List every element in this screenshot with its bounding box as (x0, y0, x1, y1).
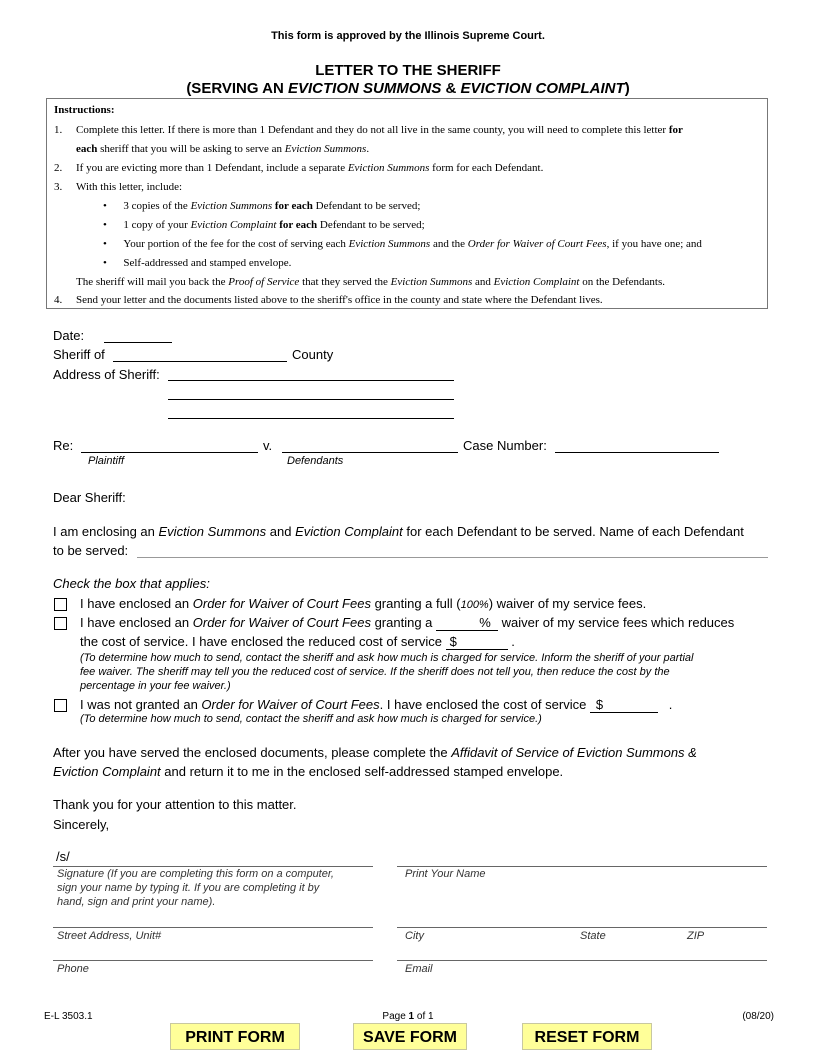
dollar-sign: $ (595, 697, 604, 712)
text: I have enclosed an (80, 615, 193, 630)
text: hand, sign and print your name). (57, 896, 216, 908)
option-no-waiver (80, 697, 672, 713)
case-number-label: Case Number: (463, 438, 547, 453)
item-number: 1. (54, 124, 63, 136)
instruction-1-cont (76, 143, 369, 155)
defendant-names-field[interactable] (137, 557, 768, 558)
defendants-field[interactable] (282, 452, 458, 453)
text: Self-addressed and stamped envelope. (123, 257, 292, 269)
instruction-3: With this letter, include: (76, 181, 183, 193)
option-full-waiver (80, 596, 646, 611)
subtitle-part: EVICTION COMPLAINT (460, 80, 625, 97)
plaintiff-field[interactable] (81, 452, 258, 453)
partial-waiver-note: fee waiver. The sheriff may tell you the reduced cost of service. If the sheriff does not tell you, then reduce the cost by the (80, 666, 670, 678)
re-label: Re: (53, 438, 74, 453)
text: Eviction Summons (390, 276, 473, 288)
page-title: LETTER TO THE SHERIFF (315, 62, 501, 79)
text: Eviction Summons (347, 162, 430, 174)
text: for each (276, 219, 318, 231)
text: Eviction Complaint (493, 276, 580, 288)
enclosing-paragraph (53, 524, 744, 539)
partial-waiver-note: percentage in your fee waiver.) (80, 680, 231, 692)
subtitle-part: ) (624, 80, 630, 97)
phone-label: Phone (57, 963, 89, 975)
text: and (472, 276, 494, 288)
text: Eviction Summons (190, 200, 273, 212)
item-number: 4. (54, 294, 63, 306)
text: sign your name by typing it. If you are completing it by (57, 882, 320, 894)
mail-back-note (76, 276, 665, 288)
sheriff-of-label: Sheriff of (53, 347, 105, 362)
signature-label (57, 867, 334, 909)
plaintiff-label: Plaintiff (88, 455, 125, 467)
text: form for each Defendant. (429, 162, 544, 174)
address-label: Address of Sheriff: (53, 367, 160, 382)
text: Defendant to be served; (317, 219, 425, 231)
text: . (511, 634, 515, 649)
text: that they served the (299, 276, 391, 288)
text: Your portion of the fee for the cost of serving each (123, 238, 349, 250)
partial-waiver-checkbox[interactable] (54, 617, 67, 630)
text: and the (430, 238, 468, 250)
closing-text: Sincerely, (53, 817, 110, 832)
defendant-names-label: to be served: (53, 543, 129, 558)
service-cost-field[interactable] (590, 697, 658, 713)
text: of 1 (414, 1011, 434, 1022)
city-label: City (405, 930, 424, 942)
address-field-3[interactable] (168, 418, 454, 419)
text: Affidavit of Service of Eviction Summons & (451, 745, 697, 760)
text: waiver of my service fees which reduces (498, 615, 735, 630)
instructions-box (46, 98, 768, 309)
bullet-2: • 1 copy of your Eviction Complaint for each Defendant to be served; (103, 219, 425, 231)
text: on the Defendants. (579, 276, 666, 288)
dollar-sign: $ (449, 634, 457, 649)
address-field-2[interactable] (168, 399, 454, 400)
instruction-1 (76, 124, 683, 136)
text: for (668, 124, 683, 136)
reduced-cost-field[interactable] (446, 634, 508, 650)
print-form-button[interactable]: PRINT FORM (170, 1023, 300, 1050)
item-number: 2. (54, 162, 63, 174)
revision-date: (08/20) (742, 1011, 774, 1022)
percent-field[interactable] (436, 615, 498, 631)
text: 3 copies of the (123, 200, 191, 212)
option-partial-waiver-cont (80, 634, 515, 650)
percent-sign: % (479, 615, 491, 630)
text: for each (272, 200, 313, 212)
text: I am enclosing an (53, 524, 159, 539)
text: granting a (370, 615, 437, 630)
page-number (0, 1011, 816, 1022)
city-state-zip-field[interactable] (397, 927, 767, 928)
street-label: Street Address, Unit# (57, 930, 162, 942)
bullet-3: • Your portion of the fee for the cost of serving each Eviction Summons and the Order for Waiver of Court Fees, if you have one; and (103, 238, 702, 250)
date-label: Date: (53, 328, 85, 343)
text: Page (382, 1011, 409, 1022)
instruction-2 (76, 162, 543, 174)
text: Eviction Summons (348, 238, 431, 250)
phone-field[interactable] (53, 960, 373, 961)
county-label: County (292, 347, 334, 362)
text: sheriff that you will be asking to serve an (97, 143, 285, 155)
zip-label: ZIP (687, 930, 705, 942)
text: Eviction Complaint (53, 764, 161, 779)
item-number: 3. (54, 181, 63, 193)
subtitle-part: EVICTION SUMMONS (288, 80, 442, 97)
text: Eviction Summons (284, 143, 367, 155)
text: Defendant to be served; (312, 200, 421, 212)
signature-field[interactable]: /s/ (56, 849, 70, 864)
full-waiver-checkbox[interactable] (54, 598, 67, 611)
defendants-label: Defendants (287, 455, 344, 467)
no-waiver-checkbox[interactable] (54, 699, 67, 712)
salutation: Dear Sheriff: (53, 490, 126, 505)
case-number-field[interactable] (555, 452, 719, 453)
versus-label: v. (263, 438, 273, 453)
text: After you have served the enclosed documents, please complete the (53, 745, 452, 760)
thanks-text: Thank you for your attention to this matter. (53, 797, 297, 812)
text: Order for Waiver of Court Fees (201, 697, 380, 712)
print-name-label: Print Your Name (405, 868, 486, 880)
after-service-paragraph-cont (53, 764, 563, 779)
text: , if you have one; and (606, 238, 702, 250)
text: granting a full ( (370, 596, 461, 611)
text: Signature (If you are completing this form on a computer, (57, 868, 334, 880)
reset-form-button[interactable]: RESET FORM (522, 1023, 652, 1050)
save-form-button[interactable]: SAVE FORM (353, 1023, 467, 1050)
text: I have enclosed an (80, 596, 193, 611)
approval-note: This form is approved by the Illinois Supreme Court. (271, 30, 545, 42)
text: The sheriff will mail you back the (76, 276, 229, 288)
text: Order for Waiver of Court Fees (192, 596, 371, 611)
text: 100% (460, 599, 489, 611)
bullet-4: • Self-addressed and stamped envelope. (103, 257, 292, 269)
text: I was not granted an (80, 697, 202, 712)
street-address-field[interactable] (53, 927, 373, 928)
text: Eviction Summons (158, 524, 267, 539)
text: Eviction Complaint (190, 219, 277, 231)
instruction-4: Send your letter and the documents listed above to the sheriff's office in the county and state where the Defendant lives. (76, 294, 603, 306)
text: . (366, 143, 370, 155)
text: ) waiver of my service fees. (488, 596, 647, 611)
text: 1 (408, 1011, 415, 1022)
text: the cost of service. I have enclosed the reduced cost of service (80, 634, 446, 649)
text: If you are evicting more than 1 Defendant, include a separate (76, 162, 348, 174)
email-field[interactable] (397, 960, 767, 961)
state-label: State (580, 930, 606, 942)
check-box-label: Check the box that applies: (53, 576, 210, 591)
sheriff-county-field[interactable] (113, 361, 287, 362)
text: Complete this letter. If there is more than 1 Defendant and they do not all live in the same county, you will need to complete this letter (76, 124, 669, 136)
subtitle-part: (SERVING AN (186, 80, 288, 97)
text: for each Defendant to be served. Name of each Defendant (402, 524, 744, 539)
text: . I have enclosed the cost of service (379, 697, 590, 712)
text: Eviction Complaint (295, 524, 403, 539)
text: Order for Waiver of Court Fees (467, 238, 607, 250)
text: and return it to me in the enclosed self-addressed stamped envelope. (160, 764, 564, 779)
form-id: E-L 3503.1 (44, 1011, 93, 1022)
text: Proof of Service (228, 276, 300, 288)
subtitle-part: & (441, 80, 461, 97)
text: each (76, 143, 98, 155)
partial-waiver-note: (To determine how much to send, contact the sheriff and ask how much is charged for service. Inform the sheriff of your partial (80, 652, 694, 664)
text: 1 copy of your (123, 219, 191, 231)
text: Order for Waiver of Court Fees (192, 615, 371, 630)
page-subtitle (0, 80, 816, 97)
text: and (266, 524, 296, 539)
bullet-1: • 3 copies of the Eviction Summons for each Defendant to be served; (103, 200, 421, 212)
text: . (668, 697, 673, 712)
after-service-paragraph (53, 745, 697, 760)
no-waiver-note: (To determine how much to send, contact the sheriff and ask how much is charged for service.) (80, 713, 542, 725)
email-label: Email (405, 963, 433, 975)
address-field-1[interactable] (168, 380, 454, 381)
instructions-heading: Instructions: (54, 104, 115, 116)
date-field[interactable] (104, 342, 172, 343)
option-partial-waiver (80, 615, 734, 631)
